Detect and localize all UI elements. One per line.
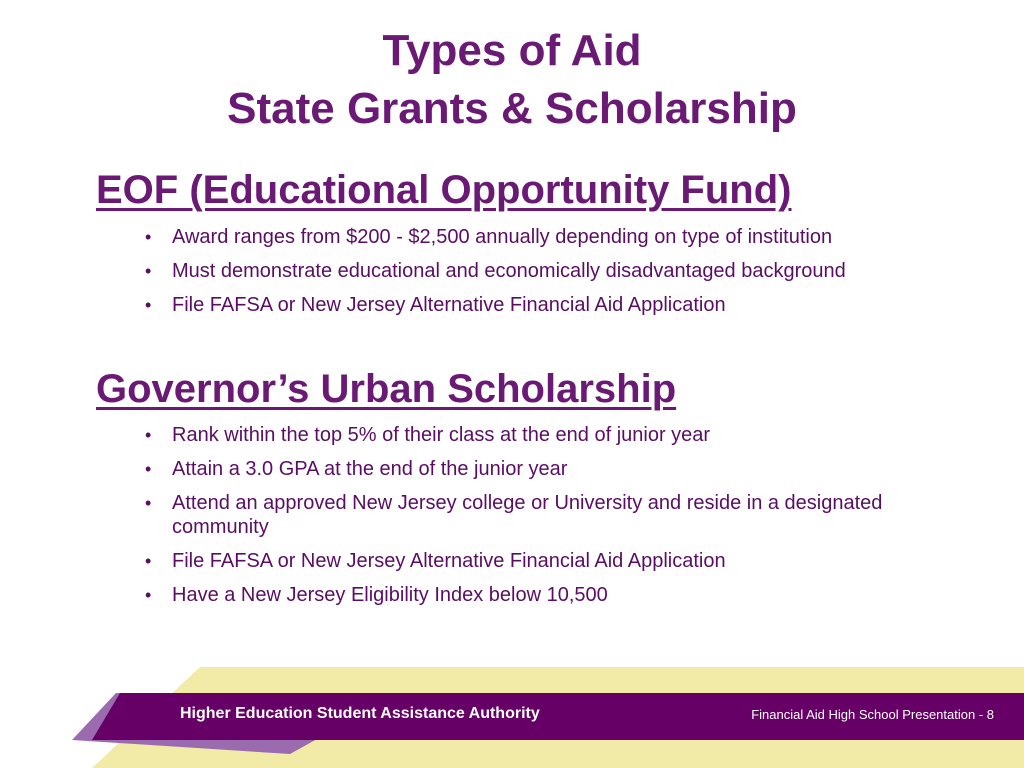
bullet-text: Have a New Jersey Eligibility Index below 10,500 <box>172 584 608 606</box>
list-item <box>145 583 905 607</box>
slide-title-line-2: State Grants & Scholarship <box>227 84 797 133</box>
bullet-icon: • <box>145 261 152 281</box>
list-item <box>145 423 905 447</box>
eof-heading[interactable]: EOF (Educational Opportunity Fund) <box>96 168 792 212</box>
gus-bullet-list <box>145 423 905 617</box>
bullet-icon: • <box>145 295 152 315</box>
bullet-icon: • <box>145 425 152 445</box>
bullet-icon: • <box>145 585 152 605</box>
list-item <box>145 259 1005 283</box>
governors-urban-scholarship-heading[interactable]: Governor’s Urban Scholarship <box>96 367 677 411</box>
list-item <box>145 225 1005 249</box>
list-item <box>145 549 905 573</box>
footer-organization-name: Higher Education Student Assistance Authority <box>180 705 540 722</box>
slide-title <box>0 22 1024 138</box>
bullet-icon: • <box>145 227 152 247</box>
list-item <box>145 457 905 481</box>
bullet-icon: • <box>145 551 152 571</box>
bullet-text: File FAFSA or New Jersey Alternative Financial Aid Application <box>172 294 726 316</box>
eof-bullet-list <box>145 225 1005 327</box>
list-item <box>145 491 905 539</box>
footer-page-label: Financial Aid High School Presentation - 8 <box>751 707 994 722</box>
bullet-text: Must demonstrate educational and economically disadvantaged background <box>172 260 846 282</box>
bullet-text: Attend an approved New Jersey college or University and reside in a designated community <box>172 492 883 538</box>
list-item <box>145 293 1005 317</box>
bullet-icon: • <box>145 459 152 479</box>
slide-title-line-1: Types of Aid <box>382 26 642 75</box>
bullet-text: Attain a 3.0 GPA at the end of the junior year <box>172 458 568 480</box>
bullet-icon: • <box>145 493 152 513</box>
bullet-text: Rank within the top 5% of their class at the end of junior year <box>172 424 711 446</box>
bullet-text: Award ranges from $200 - $2,500 annually depending on type of institution <box>172 226 833 248</box>
bullet-text: File FAFSA or New Jersey Alternative Financial Aid Application <box>172 550 726 572</box>
